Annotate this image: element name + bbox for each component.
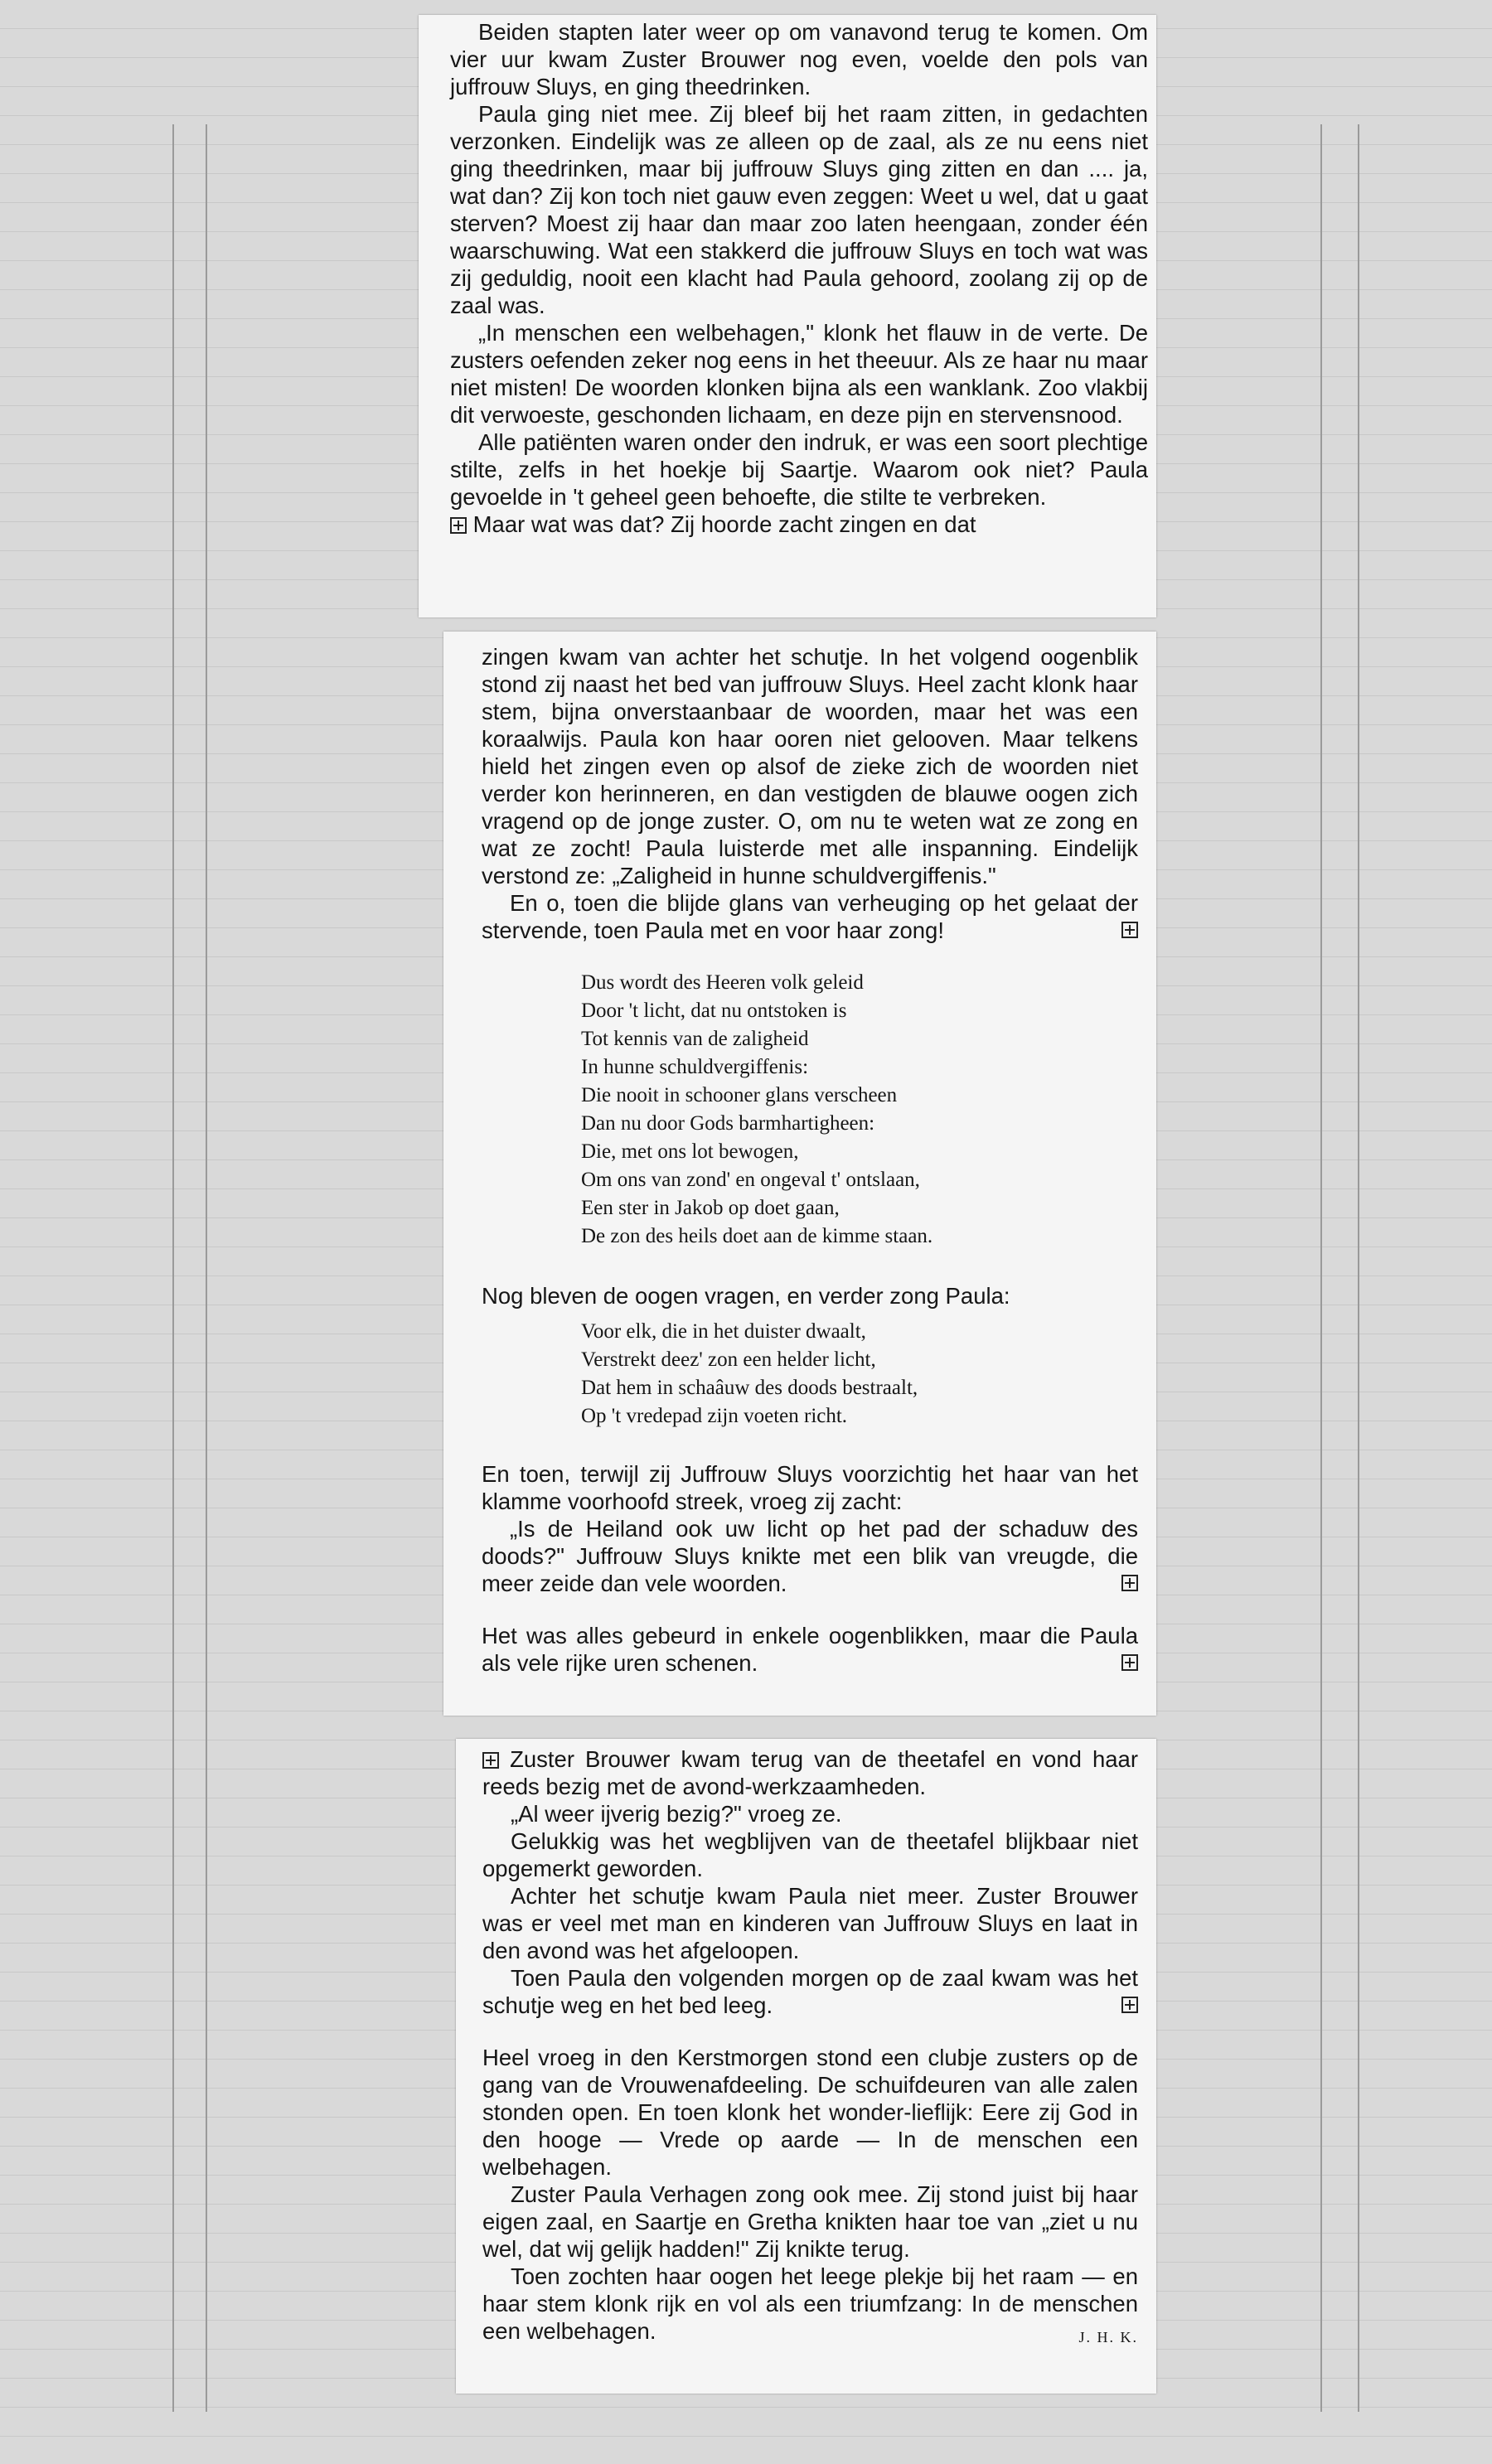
paragraph-text: Toen zochten haar oogen het leege plekje bij het raam — en haar stem klonk rijk en vol als een triumfzang: In de menschen een welbehagen. [482, 2263, 1138, 2344]
paragraph [450, 511, 1148, 538]
section-ornament-icon [1121, 922, 1138, 938]
paragraph-text: En o, toen die blijde glans van verheuging op het gelaat der stervende, toen Paula met en voor haar zong! [482, 890, 1138, 943]
verse-line: Die nooit in schooner glans verscheen [581, 1084, 898, 1106]
paragraph [482, 1622, 1138, 1677]
section-ornament-icon [1121, 1654, 1138, 1671]
ledger-margin-line-right-outer [1358, 124, 1359, 2412]
newspaper-clipping-3 [456, 1739, 1156, 2394]
paragraph: Alle patiënten waren onder den indruk, er was een soort plechtige stilte, zelfs in het hoekje bij Saartje. Waarom ook niet? Paula gevoelde in 't geheel geen behoefte, die stilte te verbreken. [450, 429, 1148, 510]
newspaper-clipping-2 [443, 632, 1156, 1716]
ledger-margin-line-left-outer [172, 124, 174, 2412]
paragraph: zingen kwam van achter het schutje. In het volgend oogenblik stond zij naast het bed van juffrouw Sluys. Heel zacht klonk haar stem, bijna onverstaanbaar de woorden, maar het was een koraalwijs. Paula kon haar ooren niet gelooven. Maar telkens hield het zingen even op alsof de zieke zich de woorden niet verder kon herinneren, en dan vestigden de blauwe oogen zich vragend op de jonge zuster. O, om nu te weten wat ze zong en wat ze zocht! Paula luisterde met alle inspanning. Eindelijk verstond ze: „Zaligheid in hunne schuldvergiffenis." [482, 644, 1138, 888]
hymn-verse-2 [581, 1318, 1138, 1430]
verse-line: Dat hem in schaâuw des doods bestraalt, [581, 1377, 918, 1399]
verse-line: Die, met ons lot bewogen, [581, 1140, 799, 1163]
paragraph-text: Maar wat was dat? Zij hoorde zacht zingen en dat [472, 511, 976, 537]
paragraph: Paula ging niet mee. Zij bleef bij het raam zitten, in gedachten verzonken. Eindelijk was ze alleen op de zaal, als ze nu eens niet ging theedrinken, maar bij juffrouw Sluys ging zitten en dan .... ja, wat dan? Zij kon toch niet gauw even zeggen: Weet u wel, dat u gaat sterven? Moest zij haar dan maar zoo laten heengaan, zonder één waarschuwing. Wat een stakkerd die juffrouw Sluys en toch wat was zij geduldig, nooit een klacht had Paula gehoord, zoolang zij op de zaal was. [450, 101, 1148, 318]
paragraph: Nog bleven de oogen vragen, en verder zong Paula: [482, 1283, 1010, 1309]
paragraph: Zuster Paula Verhagen zong ook mee. Zij stond juist bij haar eigen zaal, en Saartje en Gretha knikten haar toe van „ziet u nu wel, dat wij gelijk hadden!" Zij knikte terug. [482, 2181, 1138, 2262]
paragraph [482, 1515, 1138, 1597]
verse-line: Voor elk, die in het duister dwaalt, [581, 1320, 866, 1343]
verse-line: Een ster in Jakob op doet gaan, [581, 1197, 840, 1219]
paragraph: „Al weer ijverig bezig?" vroeg ze. [511, 1801, 842, 1827]
section-ornament-icon [1121, 1997, 1138, 2013]
paragraph [482, 2263, 1138, 2345]
author-signature: J. H. K. [1078, 2329, 1138, 2345]
newspaper-clipping-1 [419, 15, 1156, 617]
paragraph [482, 1745, 1138, 1800]
paragraph: Heel vroeg in den Kerstmorgen stond een clubje zusters op de gang van de Vrouwenafdeeling. De schuifdeuren van alle zalen stonden open. En toen klonk het wonder-lieflijk: Eere zij God in den hooge — Vrede op aarde — In de menschen een welbehagen. [482, 2045, 1138, 2180]
verse-line: Tot kennis van de zaligheid [581, 1028, 809, 1050]
verse-line: In hunne schuldvergiffenis: [581, 1056, 809, 1078]
paragraph: Beiden stapten later weer op om vanavond terug te komen. Om vier uur kwam Zuster Brouwer nog even, voelde den pols van juffrouw Sluys, en ging theedrinken. [450, 19, 1148, 99]
paragraph-text: Toen Paula den volgenden morgen op de zaal kwam was het schutje weg en het bed leeg. [482, 1965, 1138, 2018]
verse-line: Om ons van zond' en ongeval t' ontslaan, [581, 1169, 920, 1191]
section-ornament-icon [450, 517, 467, 534]
verse-line: De zon des heils doet aan de kimme staan. [581, 1225, 933, 1247]
section-ornament-icon [1121, 1575, 1138, 1591]
verse-line: Verstrekt deez' zon een helder licht, [581, 1348, 876, 1371]
verse-line: Op 't vredepad zijn voeten richt. [581, 1405, 848, 1427]
verse-line: Dus wordt des Heeren volk geleid [581, 971, 864, 994]
paragraph-text: Zuster Brouwer kwam terug van de theetafel en vond haar reeds bezig met de avond-werkzaamheden. [482, 1746, 1139, 1799]
ledger-margin-line-right-inner [1320, 124, 1322, 2412]
paragraph [482, 1964, 1138, 2019]
paragraph: „In menschen een welbehagen," klonk het flauw in de verte. De zusters oefenden zeker nog eens in het theeuur. Als ze haar nu maar niet misten! De woorden klonken bijna als een wanklank. Zoo vlakbij dit verwoeste, geschonden lichaam, en deze pijn en stervensnood. [450, 320, 1148, 428]
ledger-margin-line-left-inner [206, 124, 207, 2412]
paragraph: En toen, terwijl zij Juffrouw Sluys voorzichtig het haar van het klamme voorhoofd streek, vroeg zij zacht: [482, 1461, 1138, 1514]
paragraph-text: „Is de Heiland ook uw licht op het pad der schaduw des doods?" Juffrouw Sluys knikte met een blik van vreugde, die meer zeide dan vele woorden. [482, 1516, 1138, 1596]
verse-line: Dan nu door Gods barmhartigheen: [581, 1112, 875, 1135]
paragraph: Achter het schutje kwam Paula niet meer. Zuster Brouwer was er veel met man en kinderen van Juffrouw Sluys en laat in den avond was het afgeloopen. [482, 1883, 1138, 1963]
verse-line: Door 't licht, dat nu ontstoken is [581, 1000, 847, 1022]
paragraph [482, 889, 1138, 944]
section-ornament-icon [482, 1752, 499, 1769]
paragraph-text: Het was alles gebeurd in enkele oogenblikken, maar die Paula als vele rijke uren schenen. [482, 1623, 1138, 1676]
paragraph: Gelukkig was het wegblijven van de theetafel blijkbaar niet opgemerkt geworden. [482, 1828, 1138, 1881]
hymn-verse-1 [581, 969, 1138, 1251]
